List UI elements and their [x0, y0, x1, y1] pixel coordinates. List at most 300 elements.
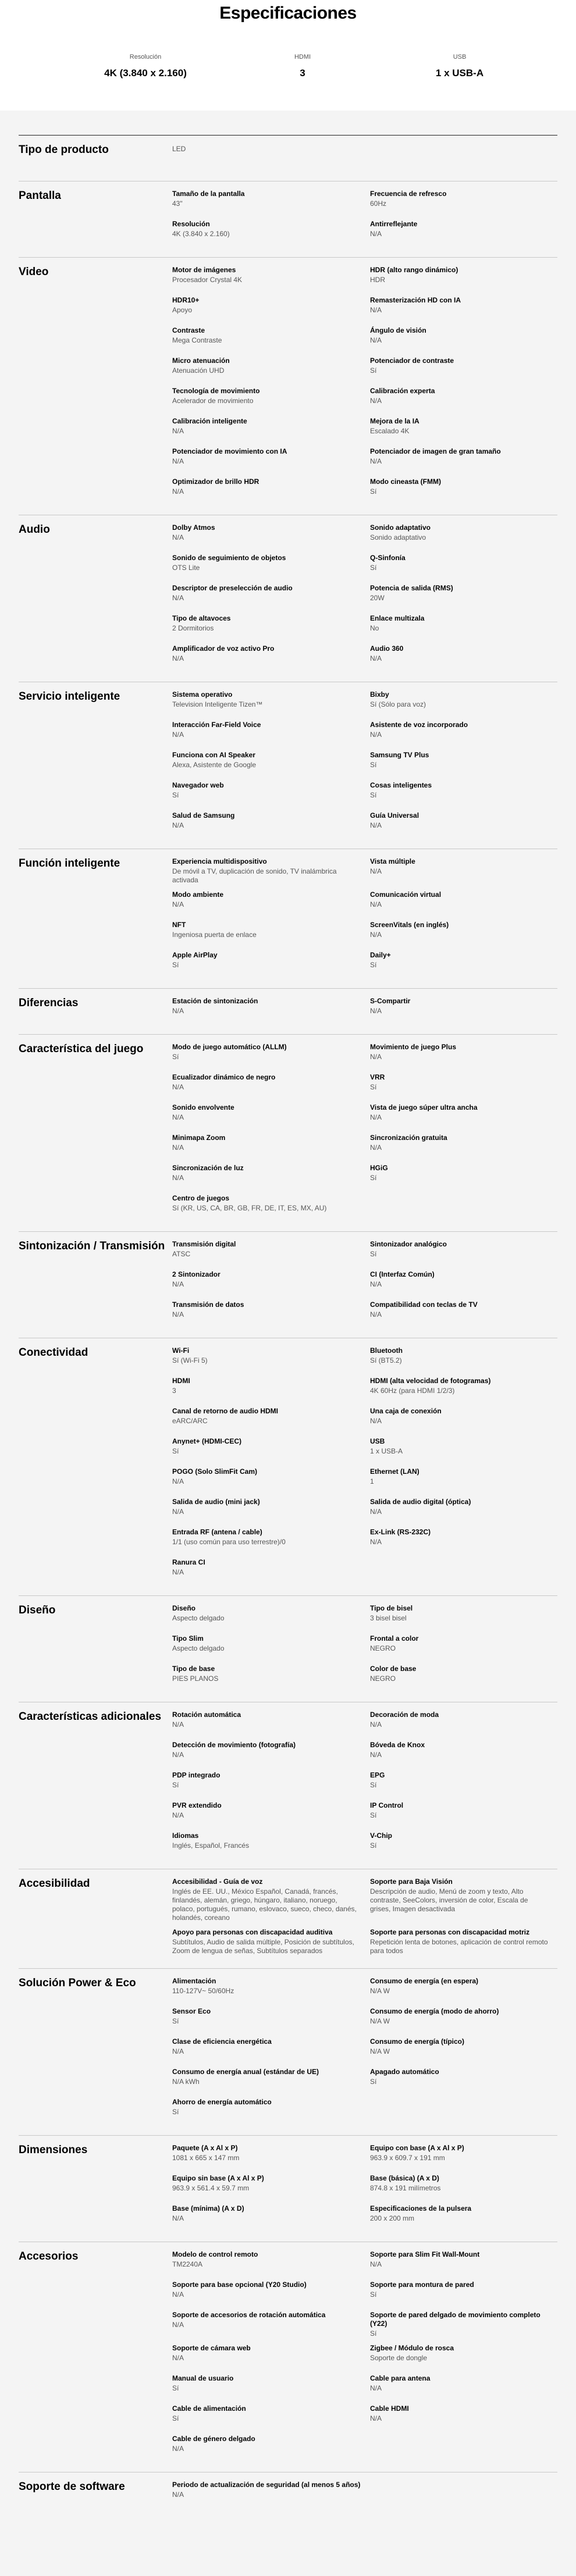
spec-label: Entrada RF (antena / cable) — [172, 1528, 262, 1536]
spec-item — [370, 721, 557, 751]
spec-label: Salida de audio digital (óptica) — [370, 1498, 471, 1506]
spec-value: 4K 60Hz (para HDMI 1/2/3) — [370, 1387, 455, 1395]
spec-section — [19, 2472, 557, 2518]
spec-value: Sí — [370, 1174, 377, 1182]
spec-value: Sí — [172, 961, 179, 969]
spec-item — [172, 1437, 370, 1467]
spec-item — [370, 1604, 557, 1634]
spec-label: Dolby Atmos — [172, 523, 215, 532]
spec-item — [370, 644, 557, 675]
spec-section — [19, 257, 557, 515]
spec-label: Bóveda de Knox — [370, 1741, 425, 1749]
spec-value: Sí — [172, 791, 179, 799]
key-specs — [0, 54, 576, 79]
spec-item — [172, 1164, 370, 1194]
spec-value: N/A — [370, 2414, 382, 2422]
spec-section — [19, 1702, 557, 1869]
section-body — [172, 1035, 557, 1231]
spec-item — [172, 1771, 370, 1801]
spec-value: N/A — [172, 1568, 184, 1576]
spec-label: HDMI (alta velocidad de fotogramas) — [370, 1377, 491, 1385]
spec-item — [370, 890, 557, 921]
spec-label: Resolución — [172, 220, 210, 228]
spec-label: Modo cineasta (FMM) — [370, 478, 441, 486]
spec-label: Manual de usuario — [172, 2374, 234, 2382]
spec-label: Transmisión de datos — [172, 1301, 244, 1309]
key-spec-label: HDMI — [294, 54, 311, 60]
spec-section — [19, 2242, 557, 2472]
spec-label: Salida de audio (mini jack) — [172, 1498, 260, 1506]
spec-item — [172, 1073, 370, 1103]
spec-item — [370, 2281, 557, 2311]
spec-value: N/A — [370, 1310, 382, 1319]
spec-item — [172, 1711, 370, 1741]
spec-value: Sí — [172, 2384, 179, 2392]
spec-label: Antirreflejante — [370, 220, 418, 228]
spec-item — [172, 1801, 370, 1832]
spec-item — [370, 2344, 557, 2374]
spec-label: Funciona con AI Speaker — [172, 751, 255, 759]
spec-value: Atenuación UHD — [172, 366, 225, 375]
spec-label: Tipo de altavoces — [172, 614, 231, 622]
spec-section — [19, 515, 557, 682]
spec-value: N/A — [370, 1113, 382, 1121]
spec-item — [370, 554, 557, 584]
spec-item — [172, 387, 370, 417]
spec-value: N/A — [172, 533, 184, 541]
spec-label: Diseño — [172, 1604, 196, 1612]
spec-value: N/A — [172, 1143, 184, 1152]
spec-item — [370, 2144, 557, 2174]
section-body — [172, 1596, 557, 1702]
spec-value: Sí — [370, 487, 377, 496]
spec-label: Apoyo para personas con discapacidad auditiva — [172, 1928, 333, 1936]
spec-label: Calibración inteligente — [172, 417, 247, 425]
spec-item — [370, 1665, 557, 1695]
spec-label: Ex-Link (RS-232C) — [370, 1528, 431, 1536]
spec-label: Potenciador de imagen de gran tamaño — [370, 447, 501, 455]
spec-label: Descriptor de preselección de audio — [172, 584, 293, 592]
spec-item — [370, 357, 557, 387]
spec-value: Inglés de EE. UU., México Español, Canadá, francés, finlandés, alemán, griego, húngaro, italiano, noruego, polaco, portugués, rumano, eslovaco, sueco, checo, danés, holandés, coreano — [172, 1887, 357, 1922]
spec-item — [370, 266, 557, 296]
spec-value: N/A — [172, 821, 184, 829]
spec-value: N/A kWh — [172, 2078, 200, 2086]
spec-value: 110-127V~ 50/60Hz — [172, 1987, 234, 1995]
spec-value: 4K (3.840 x 2.160) — [172, 230, 230, 238]
spec-item — [172, 2344, 370, 2374]
spec-item — [172, 1558, 370, 1588]
spec-label: Sintonizador analógico — [370, 1240, 447, 1248]
spec-label: Guía Universal — [370, 811, 419, 820]
spec-item — [370, 2068, 557, 2098]
spec-label: Audio 360 — [370, 644, 404, 653]
section-body — [172, 136, 557, 181]
spec-item — [172, 1301, 370, 1331]
spec-value: N/A — [172, 731, 184, 739]
spec-item — [172, 644, 370, 675]
spec-item — [370, 2311, 557, 2344]
spec-label: Frecuencia de refresco — [370, 190, 447, 198]
spec-value: 3 bisel bisel — [370, 1614, 407, 1622]
spec-item — [172, 857, 370, 890]
spec-value: N/A — [370, 1007, 382, 1015]
page-title: Especificaciones — [219, 3, 357, 23]
spec-value: N/A — [370, 2384, 382, 2392]
spec-section — [19, 1034, 557, 1231]
spec-label: HDR (alto rango dinámico) — [370, 266, 458, 274]
spec-value: N/A — [172, 457, 184, 465]
spec-value: Escalado 4K — [370, 427, 410, 435]
spec-label: Ahorro de energía automático — [172, 2098, 272, 2106]
spec-label: Sonido adaptativo — [370, 523, 431, 532]
spec-label: Potenciador de contraste — [370, 357, 454, 365]
spec-label: ScreenVitals (en inglés) — [370, 921, 449, 929]
spec-item — [370, 1528, 557, 1558]
spec-value: N/A W — [370, 2047, 390, 2055]
spec-label: Estación de sintonización — [172, 997, 258, 1005]
spec-item — [172, 1832, 370, 1862]
spec-value: Sí — [370, 2290, 377, 2299]
spec-label: Sistema operativo — [172, 690, 233, 699]
spec-value: Sí (BT5.2) — [370, 1356, 402, 1364]
spec-item — [172, 1467, 370, 1498]
spec-value: Aspecto delgado — [172, 1614, 225, 1622]
spec-item — [172, 1103, 370, 1134]
spec-section — [19, 1869, 557, 1968]
spec-label: Enlace multizala — [370, 614, 425, 622]
spec-section — [19, 1968, 557, 2135]
spec-label: Modo ambiente — [172, 890, 224, 899]
spec-item — [370, 387, 557, 417]
spec-value: N/A — [370, 2260, 382, 2268]
section-body — [172, 181, 557, 257]
spec-label: Q-Sinfonía — [370, 554, 406, 562]
spec-value: Sí — [370, 761, 377, 769]
spec-item — [370, 614, 557, 644]
spec-label: Tipo de bisel — [370, 1604, 413, 1612]
spec-label: VRR — [370, 1073, 385, 1081]
spec-value: N/A — [172, 1720, 184, 1729]
spec-value: Aspecto delgado — [172, 1644, 225, 1652]
spec-value: N/A — [370, 731, 382, 739]
spec-item — [172, 1240, 370, 1270]
spec-value: N/A W — [370, 2017, 390, 2025]
spec-item — [172, 2250, 370, 2281]
spec-value: N/A — [370, 931, 382, 939]
spec-label: Mejora de la IA — [370, 417, 419, 425]
spec-value: Sí — [172, 2414, 179, 2422]
spec-value: LED — [172, 145, 186, 153]
spec-value: N/A — [172, 1477, 184, 1485]
spec-value: N/A — [370, 1751, 382, 1759]
spec-item — [370, 2037, 557, 2068]
spec-label: Cable de alimentación — [172, 2404, 246, 2413]
spec-value: N/A — [370, 900, 382, 908]
spec-item — [370, 326, 557, 357]
spec-value: N/A — [172, 900, 184, 908]
section-title: Característica del juego — [19, 1043, 144, 1055]
spec-item — [370, 2374, 557, 2404]
spec-item — [172, 417, 370, 447]
spec-value: De móvil a TV, duplicación de sonido, TV inalámbrica activada — [172, 867, 337, 884]
spec-value: Sí — [370, 2078, 377, 2086]
spec-value: 43" — [172, 199, 183, 208]
spec-section — [19, 1595, 557, 1702]
spec-label: Samsung TV Plus — [370, 751, 429, 759]
spec-item — [172, 1194, 370, 1224]
section-title: Pantalla — [19, 190, 61, 202]
spec-value: 1081 x 665 x 147 mm — [172, 2154, 240, 2162]
section-body — [172, 1969, 557, 2135]
spec-table — [0, 135, 576, 2518]
spec-label: Tipo Slim — [172, 1634, 204, 1642]
spec-label: Anynet+ (HDMI-CEC) — [172, 1437, 241, 1445]
key-spec-value: 4K (3.840 x 2.160) — [104, 67, 187, 79]
spec-label: Asistente de voz incorporado — [370, 721, 468, 729]
section-title: Video — [19, 266, 49, 278]
spec-value: N/A — [172, 1310, 184, 1319]
spec-item — [172, 447, 370, 478]
section-title: Sintonización / Transmisión — [19, 1240, 165, 1252]
spec-item — [172, 997, 370, 1027]
spec-label: Soporte para base opcional (Y20 Studio) — [172, 2281, 307, 2289]
spec-value: Sí (KR, US, CA, BR, GB, FR, DE, IT, ES, MX, AU) — [172, 1204, 327, 1212]
spec-value: 963.9 x 561.4 x 59.7 mm — [172, 2184, 250, 2192]
spec-value: Sí — [370, 961, 377, 969]
spec-item — [370, 447, 557, 478]
spec-item — [172, 478, 370, 508]
spec-value: N/A — [370, 1143, 382, 1152]
spec-section — [19, 988, 557, 1034]
section-title: Tipo de producto — [19, 144, 109, 156]
spec-item — [370, 1240, 557, 1270]
spec-value: N/A — [370, 397, 382, 405]
spec-section — [19, 849, 557, 988]
key-spec-hdmi — [244, 54, 361, 79]
spec-label: Ángulo de visión — [370, 326, 426, 334]
spec-item — [370, 417, 557, 447]
spec-item — [370, 1928, 557, 1961]
section-title: Conectividad — [19, 1346, 88, 1359]
spec-item — [370, 857, 557, 890]
spec-item — [172, 1043, 370, 1073]
spec-label: Consumo de energía anual (estándar de UE) — [172, 2068, 319, 2076]
spec-label: CI (Interfaz Común) — [370, 1270, 435, 1278]
spec-label: PVR extendido — [172, 1801, 222, 1809]
spec-value: N/A — [172, 2321, 184, 2329]
section-title: Accesorios — [19, 2250, 79, 2263]
spec-value: Television Inteligente Tizen™ — [172, 700, 263, 708]
spec-value: Sí — [172, 1053, 179, 1061]
spec-value: 3 — [172, 1387, 176, 1395]
spec-label: Cable para antena — [370, 2374, 431, 2382]
spec-value: Sí — [172, 2108, 179, 2116]
section-spacer — [0, 111, 576, 135]
spec-item — [370, 811, 557, 842]
spec-item — [172, 2144, 370, 2174]
spec-item — [370, 1073, 557, 1103]
spec-item — [172, 721, 370, 751]
spec-item — [172, 614, 370, 644]
spec-value: N/A — [370, 867, 382, 875]
spec-label: Canal de retorno de audio HDMI — [172, 1407, 279, 1415]
spec-value: 1 — [370, 1477, 374, 1485]
spec-value: PIES PLANOS — [172, 1674, 219, 1683]
spec-item — [172, 2204, 370, 2235]
spec-label: Base (mínima) (A x D) — [172, 2204, 244, 2212]
spec-label: Rotación automática — [172, 1711, 241, 1719]
spec-label: Sonido envolvente — [172, 1103, 234, 1111]
spec-value: Ingeniosa puerta de enlace — [172, 931, 257, 939]
spec-item — [370, 523, 557, 554]
spec-section — [19, 1338, 557, 1595]
spec-item — [172, 554, 370, 584]
spec-value: Sí — [370, 1811, 377, 1819]
spec-label: Movimiento de juego Plus — [370, 1043, 457, 1051]
spec-value: HDR — [370, 276, 385, 284]
spec-label: Modelo de control remoto — [172, 2250, 258, 2258]
spec-value: N/A — [370, 1280, 382, 1288]
spec-section — [19, 181, 557, 257]
spec-label: Vista de juego súper ultra ancha — [370, 1103, 478, 1111]
spec-label: 2 Sintonizador — [172, 1270, 221, 1278]
spec-label: HDMI — [172, 1377, 190, 1385]
spec-value: OTS Lite — [172, 564, 200, 572]
spec-value: N/A — [172, 1751, 184, 1759]
spec-label: Contraste — [172, 326, 205, 334]
spec-value: Sí — [370, 2329, 377, 2338]
spec-label: Frontal a color — [370, 1634, 419, 1642]
spec-value: Subtítulos, Audio de salida múltiple, Posición de subtítulos, Zoom de lengua de señas, Subtítulos separados — [172, 1938, 354, 1955]
spec-label: Cable de género delgado — [172, 2435, 255, 2443]
spec-item — [172, 2007, 370, 2037]
spec-label: Equipo con base (A x Al x P) — [370, 2144, 464, 2152]
spec-value: Sí (Sólo para voz) — [370, 700, 426, 708]
spec-section — [19, 2135, 557, 2242]
spec-label: Tamaño de la pantalla — [172, 190, 245, 198]
spec-item — [172, 1665, 370, 1695]
spec-item — [370, 190, 557, 220]
spec-item — [172, 1498, 370, 1528]
spec-item — [172, 1134, 370, 1164]
spec-label: Tecnología de movimiento — [172, 387, 260, 395]
spec-item — [370, 1043, 557, 1073]
spec-label: Soporte para Slim Fit Wall-Mount — [370, 2250, 480, 2258]
spec-item — [370, 2174, 557, 2204]
spec-item — [172, 1407, 370, 1437]
spec-value: N/A — [370, 230, 382, 238]
spec-label: Clase de eficiencia energética — [172, 2037, 272, 2046]
spec-label: Decoración de moda — [370, 1711, 439, 1719]
spec-value: TM2240A — [172, 2260, 203, 2268]
spec-value: NEGRO — [370, 1674, 396, 1683]
section-title: Características adicionales — [19, 1711, 162, 1723]
spec-item — [370, 1801, 557, 1832]
spec-value: 2 Dormitorios — [172, 624, 214, 632]
spec-value: N/A — [172, 1811, 184, 1819]
spec-item — [172, 2174, 370, 2204]
spec-item — [172, 2281, 370, 2311]
section-title: Diferencias — [19, 997, 79, 1009]
spec-label: Motor de imágenes — [172, 266, 236, 274]
spec-item — [172, 811, 370, 842]
spec-section — [19, 682, 557, 849]
spec-value: Sí — [370, 1841, 377, 1850]
spec-label: Soporte de cámara web — [172, 2344, 251, 2352]
spec-item — [370, 781, 557, 811]
spec-value: Sí — [370, 1250, 377, 1258]
spec-label: Soporte de accesorios de rotación automática — [172, 2311, 326, 2319]
spec-item — [172, 1270, 370, 1301]
spec-label: Potenciador de movimiento con IA — [172, 447, 287, 455]
spec-label: V-Chip — [370, 1832, 392, 1840]
spec-item — [172, 2435, 370, 2465]
key-spec-label: Resolución — [129, 54, 162, 60]
spec-item — [172, 220, 370, 250]
spec-item — [172, 2374, 370, 2404]
spec-section — [19, 1231, 557, 1338]
spec-value: No — [370, 624, 379, 632]
spec-item — [370, 1634, 557, 1665]
spec-value: N/A — [172, 2047, 184, 2055]
section-title: Diseño — [19, 1604, 56, 1616]
spec-value: N/A — [172, 427, 184, 435]
key-spec-resolution — [87, 54, 204, 79]
spec-item — [172, 190, 370, 220]
spec-item — [370, 1301, 557, 1331]
section-body — [172, 1702, 557, 1869]
spec-item — [172, 2481, 370, 2511]
spec-label: Daily+ — [370, 951, 391, 959]
spec-value: N/A W — [370, 1987, 390, 1995]
section-body — [172, 2242, 557, 2472]
spec-item — [370, 2250, 557, 2281]
spec-item — [172, 1741, 370, 1771]
spec-value: N/A — [172, 2290, 184, 2299]
spec-item — [172, 690, 370, 721]
spec-label: Idiomas — [172, 1832, 199, 1840]
spec-label: Zigbee / Módulo de rosca — [370, 2344, 454, 2352]
spec-label: USB — [370, 1437, 385, 1445]
spec-value: N/A — [172, 1280, 184, 1288]
spec-value: Sí — [172, 2017, 179, 2025]
spec-item — [370, 478, 557, 508]
spec-label: Una caja de conexión — [370, 1407, 442, 1415]
spec-value: 1/1 (uso común para uso terrestre)/0 — [172, 1538, 286, 1546]
section-body — [172, 849, 557, 988]
spec-item — [370, 2404, 557, 2435]
spec-value: ATSC — [172, 1250, 191, 1258]
section-title: Dimensiones — [19, 2144, 88, 2156]
spec-item — [172, 951, 370, 981]
spec-item — [370, 921, 557, 951]
spec-label: Color de base — [370, 1665, 417, 1673]
spec-label: Wi-Fi — [172, 1346, 190, 1355]
spec-item — [370, 2007, 557, 2037]
spec-item — [172, 1928, 370, 1961]
spec-item — [172, 1346, 370, 1377]
spec-item — [172, 1604, 370, 1634]
spec-label: EPG — [370, 1771, 385, 1779]
spec-label: NFT — [172, 921, 186, 929]
spec-value: Sí — [370, 791, 377, 799]
spec-label: Soporte para Baja Visión — [370, 1877, 453, 1886]
spec-value: 1 x USB-A — [370, 1447, 403, 1455]
spec-value: Procesador Crystal 4K — [172, 276, 243, 284]
section-body — [172, 989, 557, 1034]
spec-value: Sí (Wi-Fi 5) — [172, 1356, 208, 1364]
